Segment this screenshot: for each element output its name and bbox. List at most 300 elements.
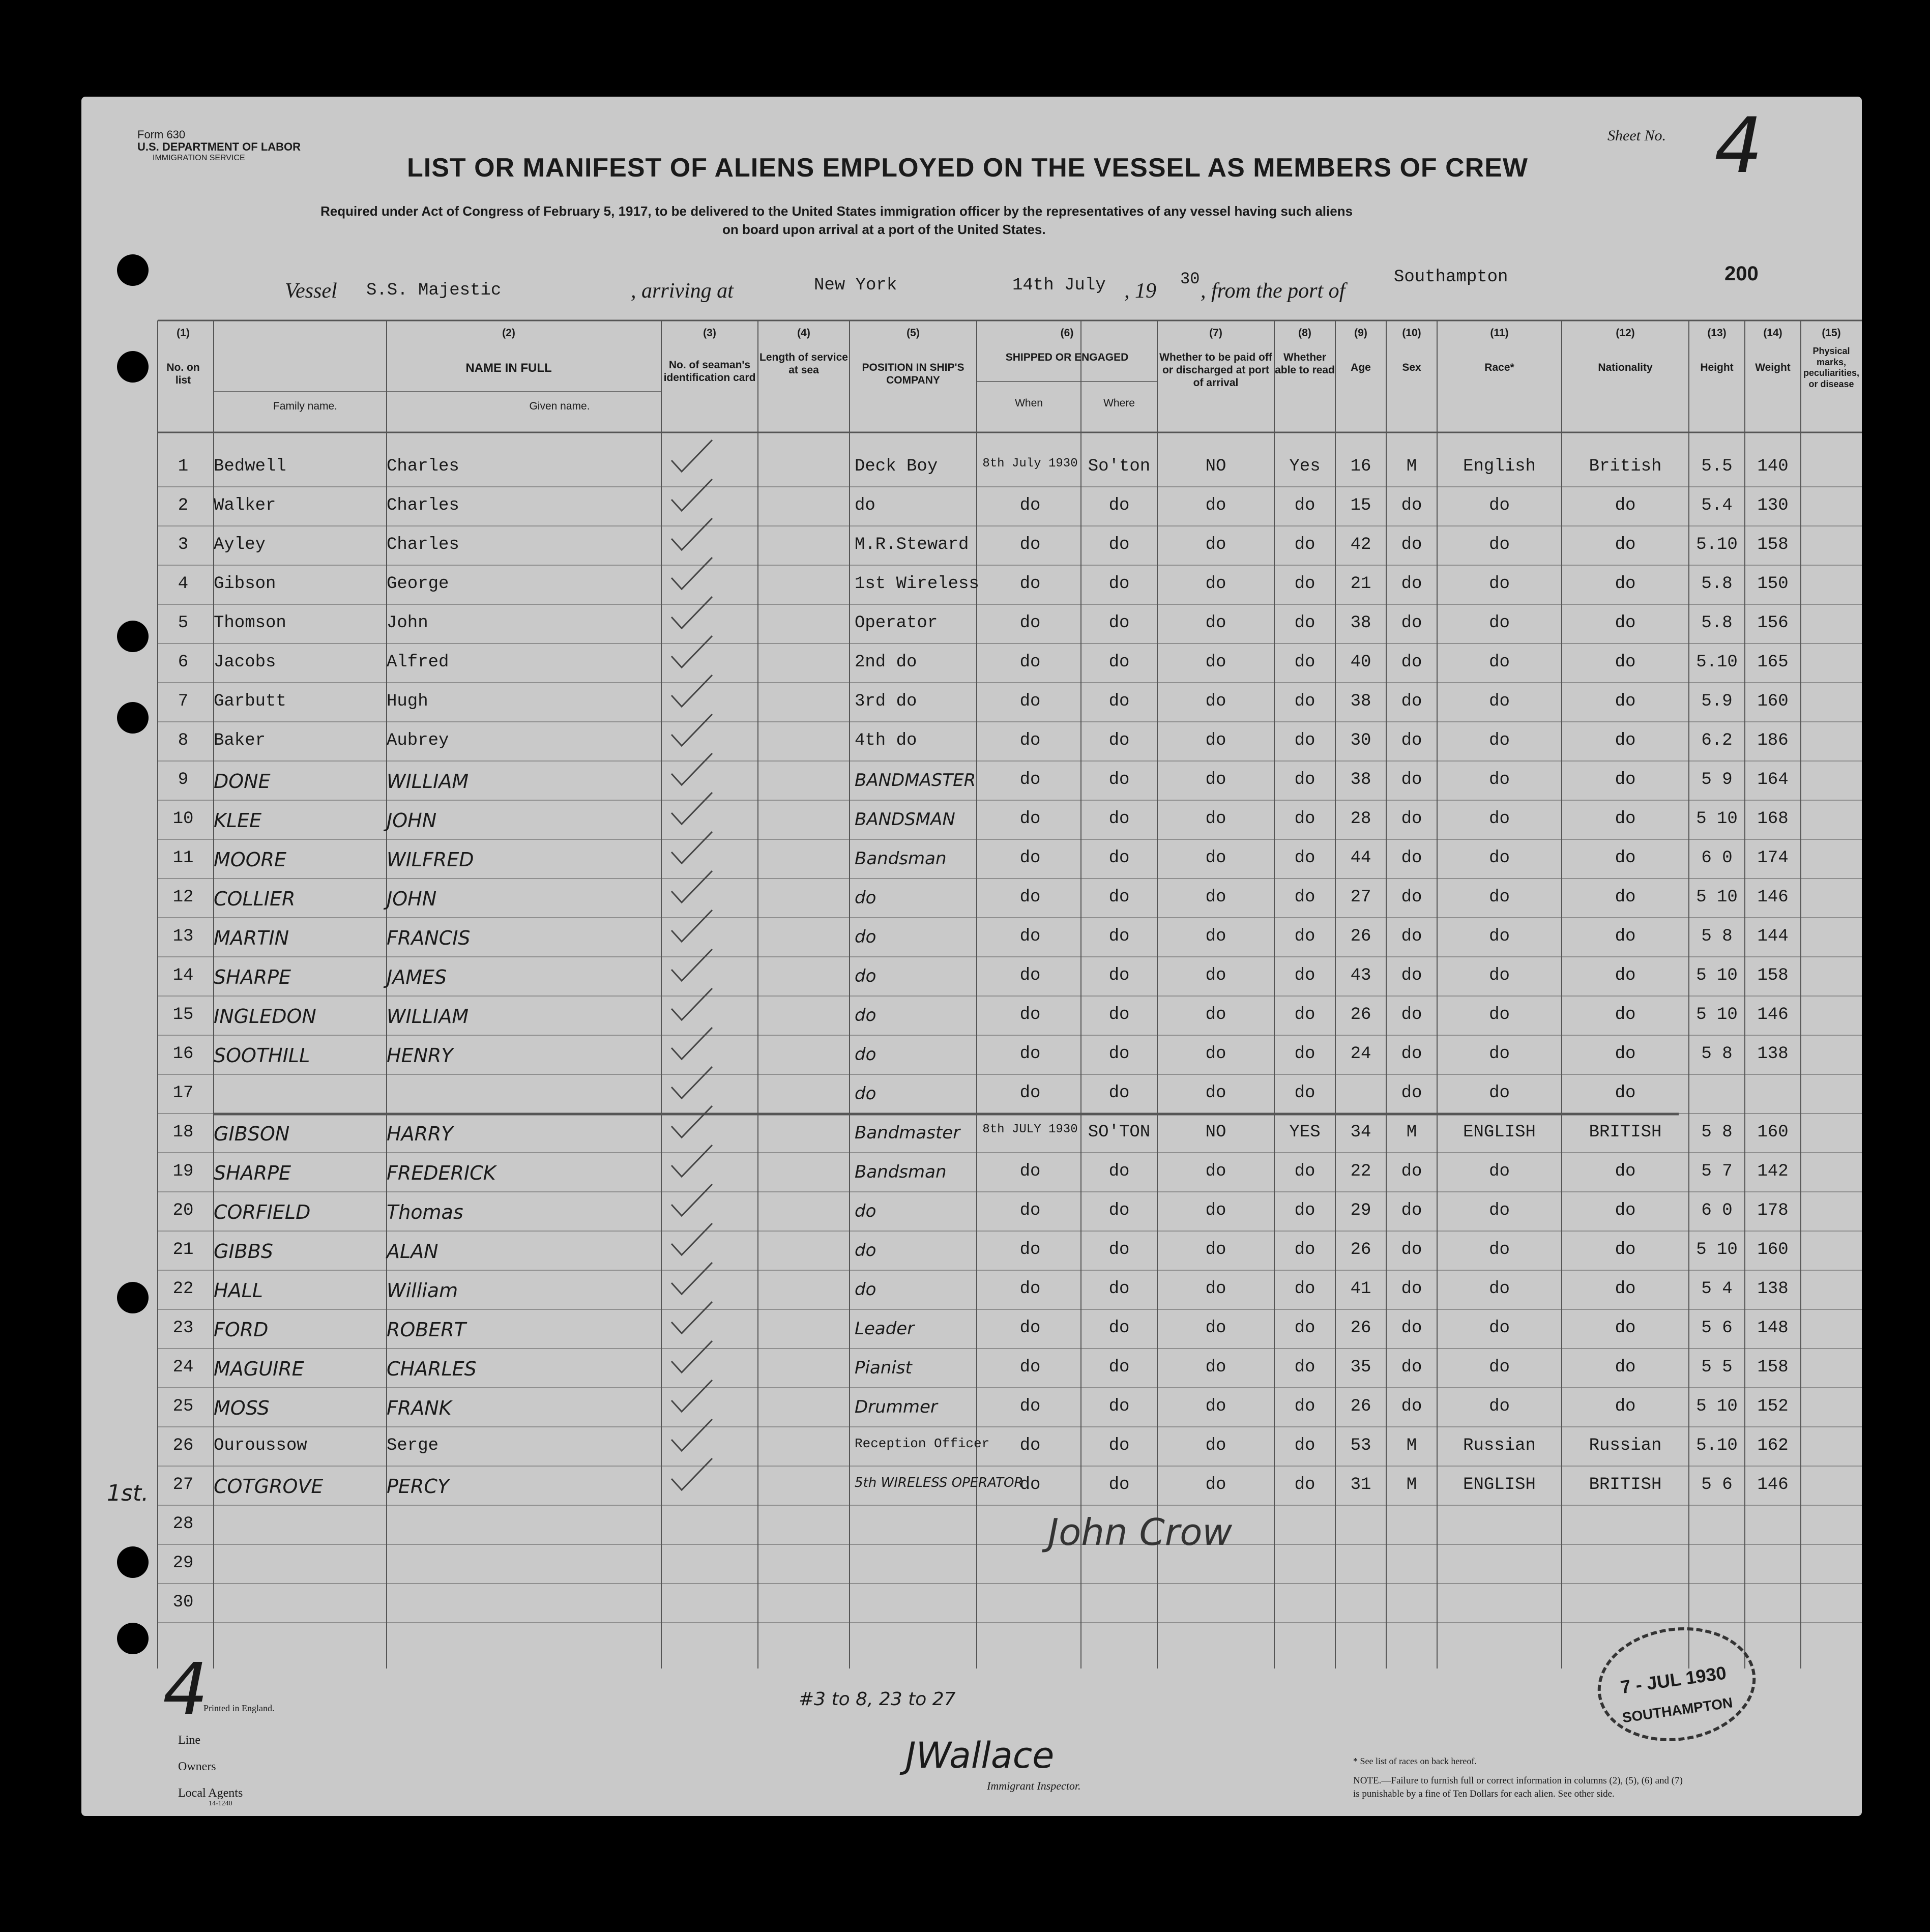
cell-position: Operator: [855, 613, 938, 633]
cell-read: do: [1294, 731, 1315, 750]
cell-when: do: [1019, 535, 1041, 554]
cell-when: do: [1019, 1084, 1041, 1103]
check-mark: [671, 1341, 712, 1372]
cell-when: do: [1019, 1044, 1041, 1064]
cell-family: Garbutt: [214, 692, 286, 711]
cell-given: ALAN: [387, 1240, 438, 1263]
cell-nat: do: [1615, 809, 1636, 829]
form-code: 14-1240: [209, 1800, 232, 1807]
cell-given: JOHN: [387, 888, 437, 910]
cell-where: do: [1108, 574, 1130, 594]
cell-family: Baker: [214, 731, 266, 750]
cell-read: do: [1294, 1044, 1315, 1064]
col10-num: (10): [1402, 327, 1421, 339]
cell-position: 1st Wireless: [855, 574, 979, 594]
cell-nat: do: [1615, 535, 1636, 554]
cell-age: 27: [1350, 888, 1371, 907]
cell-where: SO'TON: [1088, 1123, 1151, 1142]
cell-sex: M: [1406, 1436, 1417, 1455]
cell-given: CHARLES: [387, 1358, 477, 1380]
cell-age: 38: [1350, 613, 1371, 633]
cell-position: Leader: [855, 1319, 915, 1339]
cell-position: do: [855, 1084, 876, 1104]
cell-age: 42: [1350, 535, 1371, 554]
cell-position: do: [855, 1279, 876, 1300]
cell-sex: do: [1401, 1319, 1422, 1338]
cell-weight: 168: [1757, 809, 1789, 829]
cell-paid: do: [1205, 1397, 1226, 1416]
stamp-date: 7 - JUL 1930: [1619, 1662, 1728, 1698]
from-port-label: , from the port of: [1201, 279, 1346, 303]
cell-weight: 162: [1757, 1436, 1789, 1455]
cell-n: 9: [178, 770, 189, 789]
col11-header: Race*: [1484, 362, 1514, 373]
cell-paid: do: [1205, 848, 1226, 868]
cell-n: 17: [172, 1084, 194, 1103]
cell-height: 5 7: [1701, 1162, 1733, 1181]
check-mark: [671, 1184, 712, 1216]
check-mark: [671, 793, 712, 824]
cell-read: do: [1294, 1084, 1315, 1103]
cell-age: 26: [1350, 1319, 1371, 1338]
cell-weight: 140: [1757, 457, 1789, 476]
total-count: 200: [1724, 262, 1759, 285]
punch-hole: [117, 351, 149, 383]
cell-given: HARRY: [387, 1123, 453, 1145]
cell-nat: do: [1615, 888, 1636, 907]
form-subtitle-1: Required under Act of Congress of February 5, 1917, to be delivered to the United States immigration officer by the representatives of any vessel having such aliens: [320, 203, 1353, 219]
cell-nat: British: [1589, 457, 1662, 476]
cell-n: 13: [172, 927, 194, 946]
cell-age: 31: [1350, 1475, 1371, 1495]
col5-header: POSITION IN SHIP'S COMPANY: [862, 362, 964, 387]
cell-nat: do: [1615, 496, 1636, 515]
check-mark: [671, 1145, 712, 1177]
cell-where: do: [1108, 1358, 1130, 1377]
punch-hole: [117, 254, 149, 286]
printed-in-england: Printed in England.: [203, 1703, 275, 1713]
owners-label: Owners: [178, 1760, 216, 1773]
cell-paid: NO: [1205, 457, 1226, 476]
col3-header: No. of seaman's identification card: [663, 359, 756, 384]
fine-note-2: is punishable by a fine of Ten Dollars for each alien. See other side.: [1353, 1789, 1615, 1799]
cell-where: do: [1108, 1319, 1130, 1338]
col7-header: Whether to be paid off or discharged at port of arrival: [1159, 352, 1272, 389]
col6-num: (6): [1060, 327, 1074, 339]
handwritten-note: #3 to 8, 23 to 27: [799, 1689, 956, 1710]
cell-sex: do: [1401, 770, 1422, 789]
cell-nat: do: [1615, 653, 1636, 672]
cell-sex: do: [1401, 848, 1422, 868]
vessel-name: S.S. Majestic: [366, 281, 502, 300]
cell-sex: do: [1401, 1240, 1422, 1260]
service: IMMIGRATION SERVICE: [153, 154, 245, 162]
cell-position: Bandsman: [855, 848, 947, 869]
arrival-port: New York: [814, 276, 897, 295]
check-mark: [671, 558, 712, 589]
local-agents-label: Local Agents: [178, 1787, 243, 1800]
cell-age: 38: [1350, 770, 1371, 789]
cell-family: KLEE: [214, 809, 262, 832]
cell-given: JOHN: [387, 809, 437, 832]
cell-position: do: [855, 966, 876, 986]
punch-hole: [117, 621, 149, 652]
cell-paid: do: [1205, 1084, 1226, 1103]
cell-read: do: [1294, 1240, 1315, 1260]
cell-family: SHARPE: [214, 966, 291, 988]
cell-race: do: [1489, 1240, 1510, 1260]
cell-paid: do: [1205, 1162, 1226, 1181]
cell-age: 22: [1350, 1162, 1371, 1181]
cell-paid: do: [1205, 731, 1226, 750]
cell-when: do: [1019, 574, 1041, 594]
cell-age: 30: [1350, 731, 1371, 750]
cell-height: 5.10: [1696, 535, 1738, 554]
cell-n: 12: [172, 888, 194, 907]
cell-weight: 178: [1757, 1201, 1789, 1220]
cell-read: do: [1294, 770, 1315, 789]
cell-height: 5 8: [1701, 927, 1733, 946]
cell-where: do: [1108, 613, 1130, 633]
cell-family: FORD: [214, 1319, 269, 1341]
cell-nat: do: [1615, 1240, 1636, 1260]
cell-when: do: [1019, 1397, 1041, 1416]
cell-n: 29: [172, 1554, 194, 1573]
cell-family: SHARPE: [214, 1162, 291, 1184]
cell-position: 5th WIRELESS OPERATOR: [855, 1475, 1024, 1490]
cell-when: do: [1019, 731, 1041, 750]
cell-paid: do: [1205, 1240, 1226, 1260]
cell-read: do: [1294, 966, 1315, 985]
col1-num: (1): [177, 327, 190, 339]
cell-n: 20: [172, 1201, 194, 1220]
cell-height: 5.10: [1696, 653, 1738, 672]
cell-height: 6.2: [1701, 731, 1733, 750]
cell-where: do: [1108, 496, 1130, 515]
cell-nat: do: [1615, 574, 1636, 594]
cell-read: do: [1294, 1279, 1315, 1299]
cell-weight: 186: [1757, 731, 1789, 750]
cell-sex: M: [1406, 1123, 1417, 1142]
vessel-label: Vessel: [285, 279, 337, 303]
cell-height: 5.5: [1701, 457, 1733, 476]
cell-given: Charles: [387, 496, 459, 515]
cell-when: do: [1019, 888, 1041, 907]
cell-n: 11: [172, 848, 194, 868]
cell-race: do: [1489, 1397, 1510, 1416]
cell-race: do: [1489, 966, 1510, 985]
cell-race: do: [1489, 692, 1510, 711]
cell-when: do: [1019, 653, 1041, 672]
cell-n: 7: [178, 692, 189, 711]
cell-read: do: [1294, 1319, 1315, 1338]
cell-sex: do: [1401, 613, 1422, 633]
cell-height: 5 10: [1696, 1240, 1738, 1260]
col2-num: (2): [502, 327, 515, 339]
cell-n: 27: [172, 1475, 194, 1495]
arriving-label: , arriving at: [631, 279, 734, 303]
cell-weight: 156: [1757, 613, 1789, 633]
cell-height: 6 0: [1701, 1201, 1733, 1220]
cell-height: 5 10: [1696, 888, 1738, 907]
cell-n: 14: [172, 966, 194, 985]
cell-age: 44: [1350, 848, 1371, 868]
cell-nat: do: [1615, 1084, 1636, 1103]
cell-where: do: [1108, 1084, 1130, 1103]
cell-read: do: [1294, 692, 1315, 711]
cell-where: do: [1108, 927, 1130, 946]
cell-given: Aubrey: [387, 731, 449, 750]
cell-weight: 160: [1757, 1123, 1789, 1142]
cell-when: do: [1019, 848, 1041, 868]
cell-age: 53: [1350, 1436, 1371, 1455]
cell-where: do: [1108, 1162, 1130, 1181]
cell-weight: 138: [1757, 1044, 1789, 1064]
cell-race: do: [1489, 809, 1510, 829]
cell-where: do: [1108, 1436, 1130, 1455]
cell-sex: M: [1406, 457, 1417, 476]
cell-given: FRANK: [387, 1397, 452, 1419]
cell-family: Ouroussow: [214, 1436, 307, 1455]
cell-nat: do: [1615, 770, 1636, 789]
cell-position: Drummer: [855, 1397, 938, 1417]
punch-hole: [117, 1282, 149, 1313]
cell-height: 5 5: [1701, 1358, 1733, 1377]
check-mark: [671, 988, 712, 1020]
cell-when: do: [1019, 692, 1041, 711]
punch-hole: [117, 702, 149, 734]
col3-num: (3): [703, 327, 716, 339]
department: U.S. DEPARTMENT OF LABOR: [137, 140, 301, 153]
cell-family: MOORE: [214, 848, 287, 871]
cell-age: 35: [1350, 1358, 1371, 1377]
cell-position: 3rd do: [855, 692, 917, 711]
cell-given: Hugh: [387, 692, 428, 711]
cell-height: 5 10: [1696, 966, 1738, 985]
cell-race: ENGLISH: [1463, 1475, 1536, 1495]
col12-header: Nationality: [1598, 362, 1653, 373]
cell-sex: do: [1401, 692, 1422, 711]
check-mark: [671, 1223, 712, 1255]
cell-where: do: [1108, 1201, 1130, 1220]
cell-family: Bedwell: [214, 457, 286, 476]
cell-family: GIBSON: [214, 1123, 290, 1145]
cell-family: HALL: [214, 1279, 263, 1302]
cell-paid: do: [1205, 770, 1226, 789]
cell-nat: do: [1615, 1005, 1636, 1024]
cell-nat: do: [1615, 848, 1636, 868]
cell-weight: 174: [1757, 848, 1789, 868]
cell-nat: BRITISH: [1589, 1475, 1662, 1495]
cell-race: do: [1489, 653, 1510, 672]
cell-height: 5 6: [1701, 1319, 1733, 1338]
cell-paid: do: [1205, 1044, 1226, 1064]
cell-sex: do: [1401, 1397, 1422, 1416]
cell-paid: do: [1205, 1358, 1226, 1377]
cell-paid: do: [1205, 653, 1226, 672]
cell-paid: do: [1205, 574, 1226, 594]
cell-n: 16: [172, 1044, 194, 1064]
cell-read: do: [1294, 888, 1315, 907]
cell-race: do: [1489, 574, 1510, 594]
cell-n: 1: [178, 457, 189, 476]
check-mark: [671, 1302, 712, 1333]
cell-read: YES: [1289, 1123, 1321, 1142]
cell-height: 5 6: [1701, 1475, 1733, 1495]
cell-paid: do: [1205, 809, 1226, 829]
cell-given: ROBERT: [387, 1319, 466, 1341]
cell-position: do: [855, 1240, 876, 1261]
cell-family: Jacobs: [214, 653, 276, 672]
cell-where: do: [1108, 653, 1130, 672]
cell-race: do: [1489, 1044, 1510, 1064]
cell-race: do: [1489, 1084, 1510, 1103]
cell-age: 40: [1350, 653, 1371, 672]
cell-given: Charles: [387, 535, 459, 554]
cell-age: 29: [1350, 1201, 1371, 1220]
cell-where: do: [1108, 1279, 1130, 1299]
cell-age: 16: [1350, 457, 1371, 476]
cell-sex: do: [1401, 927, 1422, 946]
cell-sex: do: [1401, 496, 1422, 515]
cell-sex: do: [1401, 1162, 1422, 1181]
cell-race: English: [1463, 457, 1536, 476]
cell-given: Charles: [387, 457, 459, 476]
cell-nat: do: [1615, 927, 1636, 946]
check-mark: [671, 714, 712, 746]
cell-where: do: [1108, 966, 1130, 985]
cell-height: 5 8: [1701, 1044, 1733, 1064]
departure-port: Southampton: [1394, 268, 1508, 287]
cell-given: FREDERICK: [387, 1162, 496, 1184]
cell-weight: 158: [1757, 535, 1789, 554]
cell-where: do: [1108, 888, 1130, 907]
first-class-mark: 1st.: [107, 1480, 149, 1506]
cell-age: 15: [1350, 496, 1371, 515]
col4-header: Length of service at sea: [759, 352, 848, 376]
cell-weight: 158: [1757, 966, 1789, 985]
cell-nat: do: [1615, 1319, 1636, 1338]
cell-n: 25: [172, 1397, 194, 1416]
cell-where: do: [1108, 1475, 1130, 1495]
col12-num: (12): [1616, 327, 1635, 339]
cell-when: do: [1019, 1279, 1041, 1299]
col9-header: Age: [1351, 362, 1371, 373]
cell-age: 43: [1350, 966, 1371, 985]
cell-n: 6: [178, 653, 189, 672]
cell-when: do: [1019, 1240, 1041, 1260]
cell-n: 24: [172, 1358, 194, 1377]
cell-paid: do: [1205, 966, 1226, 985]
cell-where: do: [1108, 848, 1130, 868]
cell-weight: 148: [1757, 1319, 1789, 1338]
check-mark: [671, 440, 712, 472]
col2b-header: Given name.: [529, 400, 590, 412]
cell-read: do: [1294, 574, 1315, 594]
cell-when: do: [1019, 496, 1041, 515]
cell-when: 8th JULY 1930: [982, 1123, 1078, 1136]
col8-num: (8): [1298, 327, 1311, 339]
cell-n: 22: [172, 1279, 194, 1299]
check-mark: [671, 949, 712, 981]
cell-read: do: [1294, 496, 1315, 515]
check-mark: [671, 597, 712, 628]
cell-n: 28: [172, 1514, 194, 1534]
race-note: * See list of races on back hereof.: [1353, 1756, 1477, 1766]
cell-paid: do: [1205, 1475, 1226, 1495]
cell-when: do: [1019, 1162, 1041, 1181]
cell-weight: 146: [1757, 1005, 1789, 1024]
form-subtitle-2: on board upon arrival at a port of the United States.: [722, 222, 1046, 237]
cell-sex: do: [1401, 888, 1422, 907]
col7-num: (7): [1209, 327, 1222, 339]
cell-when: do: [1019, 809, 1041, 829]
cell-age: 26: [1350, 1005, 1371, 1024]
cell-race: do: [1489, 927, 1510, 946]
cell-age: 38: [1350, 692, 1371, 711]
cell-family: COTGROVE: [214, 1475, 324, 1498]
cell-race: do: [1489, 1162, 1510, 1181]
cell-given: PERCY: [387, 1475, 450, 1498]
cell-given: William: [387, 1279, 458, 1302]
check-mark: [671, 479, 712, 511]
cell-n: 19: [172, 1162, 194, 1181]
cell-read: do: [1294, 809, 1315, 829]
officer-signature: John Crow: [1048, 1511, 1233, 1554]
cell-where: do: [1108, 1005, 1130, 1024]
cell-age: 21: [1350, 574, 1371, 594]
check-mark: [671, 1419, 712, 1451]
cell-weight: 158: [1757, 1358, 1789, 1377]
cell-sex: do: [1401, 1279, 1422, 1299]
cell-paid: do: [1205, 1279, 1226, 1299]
check-mark: [671, 1067, 712, 1098]
cell-read: do: [1294, 1201, 1315, 1220]
cell-weight: 165: [1757, 653, 1789, 672]
cell-given: WILLIAM: [387, 1005, 469, 1028]
cell-when: do: [1019, 1319, 1041, 1338]
col6a-header: When: [1015, 397, 1043, 409]
cell-nat: do: [1615, 692, 1636, 711]
cell-nat: do: [1615, 731, 1636, 750]
cell-nat: do: [1615, 1397, 1636, 1416]
cell-race: do: [1489, 1005, 1510, 1024]
punch-hole: [117, 1623, 149, 1654]
fine-note-1: NOTE.—Failure to furnish full or correct information in columns (2), (5), (6) and (7): [1353, 1775, 1683, 1786]
cell-height: 5 10: [1696, 809, 1738, 829]
cell-height: 6 0: [1701, 848, 1733, 868]
cell-position: do: [855, 927, 876, 947]
cell-sex: do: [1401, 1084, 1422, 1103]
cell-position: Pianist: [855, 1358, 912, 1378]
cell-where: do: [1108, 731, 1130, 750]
col5-num: (5): [906, 327, 920, 339]
cell-race: do: [1489, 731, 1510, 750]
cell-when: do: [1019, 927, 1041, 946]
cell-sex: do: [1401, 1201, 1422, 1220]
cell-n: 21: [172, 1240, 194, 1260]
col6-header: SHIPPED OR ENGAGED: [1005, 352, 1129, 363]
check-mark: [671, 636, 712, 667]
cell-age: 26: [1350, 927, 1371, 946]
check-mark: [671, 1106, 712, 1137]
cell-family: MOSS: [214, 1397, 270, 1419]
cell-sex: M: [1406, 1475, 1417, 1495]
cell-when: do: [1019, 770, 1041, 789]
cell-given: FRANCIS: [387, 927, 471, 949]
cell-read: do: [1294, 848, 1315, 868]
col15-num: (15): [1822, 327, 1841, 339]
